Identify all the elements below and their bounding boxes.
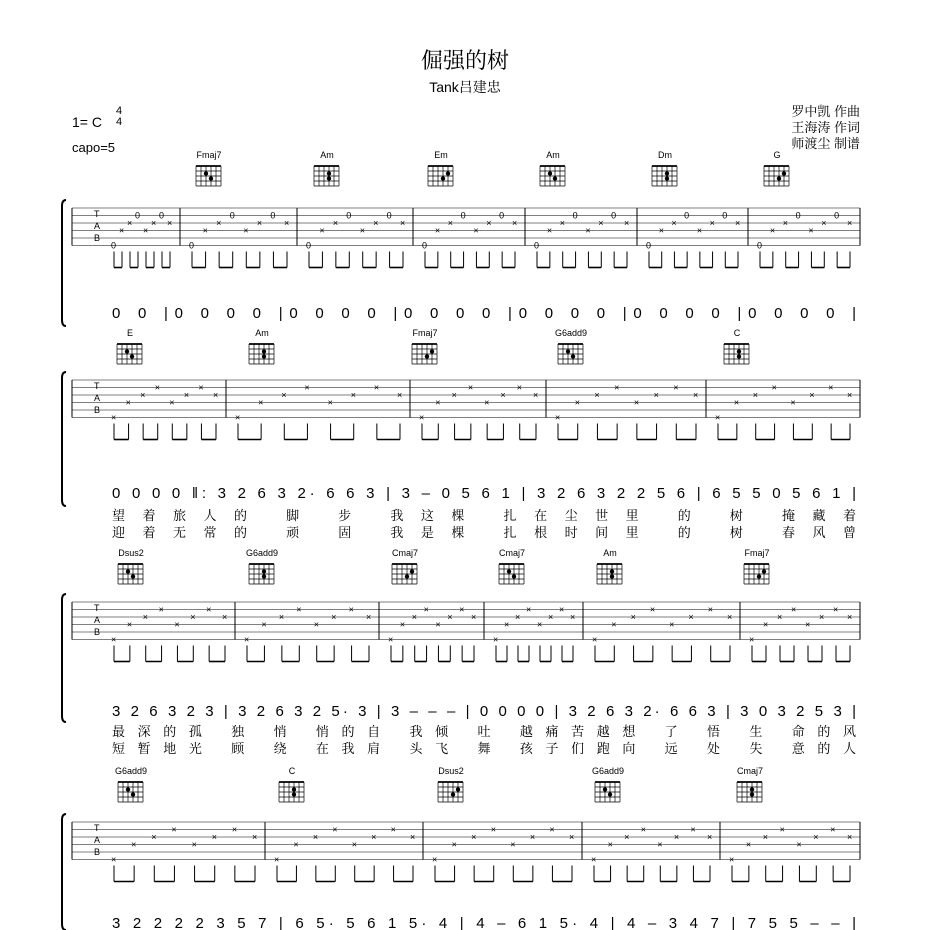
tab-note: ×: [548, 612, 554, 622]
tab-clef-letter: T: [94, 381, 100, 391]
capo-label: capo=5: [72, 140, 116, 155]
tab-note: 0: [159, 210, 165, 221]
tab-note: ×: [729, 854, 735, 865]
tab-note: ×: [423, 604, 429, 615]
tab-note: 0: [111, 240, 117, 251]
tab-note: ×: [410, 832, 416, 842]
chord-finger-dot: [451, 792, 455, 796]
tab-note: ×: [252, 832, 258, 842]
tab-note: ×: [459, 604, 465, 615]
chord-name: Dm: [658, 150, 672, 160]
tab-note: ×: [119, 225, 125, 236]
credit-composer: 罗中凯 作曲: [791, 104, 860, 119]
tab-note: ×: [653, 390, 659, 400]
tab-note: ×: [709, 218, 715, 228]
tab-note: ×: [304, 382, 310, 393]
tab-note: ×: [371, 832, 377, 842]
chord-finger-dot: [292, 792, 296, 796]
chord-finger-dot: [204, 171, 208, 175]
tab-note: ×: [158, 604, 164, 615]
tab-note: ×: [752, 390, 758, 400]
tab-note: 0: [306, 240, 312, 251]
tab-note: ×: [256, 218, 263, 228]
tab-note: ×: [281, 390, 287, 400]
tab-note: ×: [727, 612, 733, 622]
tab-note: ×: [813, 832, 819, 842]
tab-note: ×: [669, 619, 675, 630]
system-brace: [62, 814, 66, 930]
chord-finger-dot: [430, 349, 434, 353]
tab-note: ×: [533, 390, 539, 400]
chord-finger-dot: [262, 349, 266, 353]
tab-note: ×: [167, 218, 173, 228]
tab-note: ×: [111, 412, 117, 423]
tab-note: ×: [332, 824, 338, 835]
chord-name: G6add9: [114, 766, 148, 776]
chord-finger-dot: [608, 792, 612, 796]
chord-finger-dot: [610, 574, 614, 578]
tab-note: 0: [572, 210, 578, 221]
tab-note: ×: [598, 218, 604, 228]
tab-note: ×: [559, 218, 565, 228]
chord-finger-dot: [262, 574, 266, 578]
system-brace: [62, 594, 66, 722]
tab-note: ×: [435, 397, 441, 408]
chord-name: Am: [320, 150, 334, 160]
tab-clef-letter: B: [94, 627, 101, 637]
tab-clef-letter: A: [94, 835, 101, 845]
tab-note: ×: [821, 218, 827, 228]
tab-note: ×: [591, 854, 597, 865]
tab-note: ×: [847, 832, 853, 842]
jianpu-line: 0 0 |0 0 0 0 |0 0 0 0 |0 0 0 0 |0 0 0 0 |0 0 0 0 |0 0 0 0 |: [112, 305, 857, 322]
chord-finger-dot: [456, 787, 460, 791]
tab-note: 0: [346, 210, 352, 221]
chord-finger-dot: [126, 787, 130, 791]
tab-note: ×: [213, 390, 219, 400]
chord-name: Fmaj7: [196, 150, 222, 160]
chord-finger-dot: [512, 574, 516, 578]
tab-note: ×: [351, 839, 357, 850]
chord-finger-dot: [777, 176, 781, 180]
tab-note: ×: [284, 218, 290, 228]
tab-note: ×: [231, 824, 238, 835]
tab-note: ×: [512, 218, 518, 228]
tab-note: ×: [833, 604, 839, 615]
chord-name: Am: [546, 150, 560, 160]
chord-finger-dot: [441, 176, 445, 180]
tab-note: ×: [763, 619, 769, 630]
chord-name: G6add9: [245, 548, 279, 558]
tab-note: ×: [809, 390, 815, 400]
chord-finger-dot: [665, 176, 669, 180]
tab-note: ×: [435, 619, 441, 630]
tab-note: 0: [460, 210, 466, 221]
tab-note: ×: [202, 225, 208, 236]
time-signature: 4 4: [116, 105, 123, 128]
song-artist: Tank吕建忠: [429, 79, 501, 95]
lyric-line-2: 短暂地光 顾 绕 在我肩 头飞 舞 孩子们跑向 远 处 失 意的人: [112, 742, 856, 757]
lyric-line-1: 望着旅人的 脚 步 我这棵 扎在尘世里 的 树 掩藏着: [112, 509, 857, 524]
tab-note: ×: [585, 225, 591, 236]
tab-note: 0: [722, 210, 728, 221]
tab-note: ×: [777, 612, 783, 622]
tab-note: ×: [707, 604, 713, 615]
chord-name: C: [733, 328, 741, 338]
tab-note: ×: [411, 612, 417, 622]
chord-finger-dot: [446, 171, 450, 175]
tab-note: ×: [373, 218, 379, 228]
tab-note: 0: [229, 210, 235, 221]
chord-name: Em: [434, 150, 448, 160]
tab-note: ×: [611, 619, 617, 630]
tab-note: ×: [125, 397, 131, 408]
chord-finger-dot: [131, 574, 135, 578]
chord-finger-dot: [262, 354, 266, 358]
tab-note: ×: [771, 382, 777, 393]
chord-finger-dot: [610, 569, 614, 573]
jianpu-line: 0 0 0 0 ‖: 3 2 6 3 2· 6 6 3 | 3 – 0 5 6 1 | 3 2 6 3 2 2 5 6 | 6 5 5 0 5 6 1 |: [112, 485, 856, 502]
tab-note: ×: [447, 612, 453, 622]
tab-note: ×: [526, 604, 532, 615]
tab-note: ×: [451, 839, 457, 850]
chord-finger-dot: [762, 569, 766, 573]
tab-note: ×: [332, 218, 339, 228]
tab-note: ×: [206, 604, 212, 615]
tab-note: ×: [819, 612, 825, 622]
tab-note: ×: [366, 612, 372, 622]
chord-name: Dsus2: [118, 548, 144, 558]
tab-note: 0: [270, 210, 276, 221]
chord-name: Am: [255, 328, 269, 338]
chord-name: Cmaj7: [736, 766, 764, 776]
tab-clef-letter: B: [94, 405, 101, 415]
tab-note: ×: [373, 382, 380, 393]
tab-note: ×: [607, 839, 613, 850]
chord-finger-dot: [782, 171, 786, 175]
tab-note: ×: [649, 604, 656, 615]
tab-note: ×: [151, 218, 157, 228]
chord-name: G6add9: [554, 328, 588, 338]
chord-finger-dot: [126, 569, 130, 573]
tab-note: ×: [546, 225, 553, 236]
tab-note: ×: [614, 382, 620, 393]
chord-finger-dot: [507, 569, 511, 573]
tab-note: ×: [658, 225, 664, 236]
tab-clef-letter: B: [94, 233, 101, 243]
tab-note: ×: [769, 225, 776, 236]
chord-finger-dot: [405, 574, 409, 578]
system-brace: [62, 200, 66, 326]
tab-note: ×: [549, 824, 555, 835]
tab-note: ×: [594, 390, 600, 400]
tab-note: 0: [646, 240, 652, 251]
tab-note: ×: [399, 619, 406, 630]
chord-finger-dot: [262, 569, 266, 573]
tab-note: ×: [400, 218, 406, 228]
tab-note: ×: [131, 839, 137, 850]
tab-note: ×: [735, 218, 741, 228]
tab-note: ×: [779, 824, 785, 835]
tab-note: ×: [762, 832, 768, 842]
tab-note: ×: [569, 832, 575, 842]
tab-note: ×: [169, 397, 175, 408]
tab-note: ×: [624, 218, 630, 228]
tab-note: ×: [847, 390, 853, 400]
song-title: 倔强的树: [420, 48, 509, 73]
tab-note: ×: [510, 839, 516, 850]
tab-note: 0: [684, 210, 690, 221]
tab-note: ×: [745, 839, 752, 850]
tab-note: ×: [235, 412, 241, 423]
tab-note: ×: [808, 225, 814, 236]
chord-name: Fmaj7: [744, 548, 770, 558]
tab-note: ×: [359, 225, 365, 236]
chord-finger-dot: [737, 349, 741, 353]
tab-clef-letter: T: [94, 823, 100, 833]
tab-note: ×: [574, 397, 580, 408]
tab-note: ×: [484, 397, 490, 408]
tab-note: ×: [313, 619, 319, 630]
tab-note: ×: [154, 382, 160, 393]
tab-note: ×: [790, 397, 796, 408]
tab-note: ×: [570, 612, 576, 622]
tab-note: ×: [296, 604, 302, 615]
tab-note: ×: [671, 218, 677, 228]
tab-note: ×: [191, 839, 197, 850]
tab-note: ×: [126, 619, 133, 630]
tab-note: ×: [348, 604, 354, 615]
tab-note: ×: [319, 225, 325, 236]
tab-note: ×: [830, 824, 836, 835]
tab-note: ×: [142, 612, 148, 622]
tab-note: ×: [388, 634, 394, 645]
tab-note: 0: [757, 240, 763, 251]
tab-note: ×: [397, 390, 403, 400]
tab-clef-letter: T: [94, 603, 100, 613]
chord-finger-dot: [425, 354, 429, 358]
tab-note: ×: [657, 839, 663, 850]
tab-note: ×: [174, 619, 180, 630]
chord-finger-dot: [737, 354, 741, 358]
chord-name: G: [773, 150, 781, 160]
tab-note: ×: [486, 218, 492, 228]
lyric-line-1: 最深的孤 独 悄 悄的自 我倾 吐 越痛苦越想 了 悟 生 命的风: [112, 725, 856, 740]
tab-note: ×: [261, 619, 267, 630]
tab-note: ×: [111, 634, 117, 645]
tab-note: ×: [782, 218, 788, 228]
tab-note: 0: [795, 210, 801, 221]
tab-note: 0: [386, 210, 392, 221]
tab-note: ×: [805, 619, 811, 630]
tab-note: ×: [555, 412, 561, 423]
tab-note: ×: [274, 854, 280, 865]
tab-note: ×: [258, 397, 264, 408]
tab-note: ×: [693, 390, 699, 400]
tab-clef-letter: A: [94, 221, 101, 231]
tab-note: ×: [211, 832, 217, 842]
tab-note: ×: [715, 412, 721, 423]
tab-note: ×: [515, 612, 521, 622]
chord-finger-dot: [750, 792, 754, 796]
tab-note: ×: [592, 634, 598, 645]
tab-note: 0: [189, 240, 195, 251]
tab-note: ×: [278, 612, 285, 622]
tab-note: ×: [151, 832, 157, 842]
chord-finger-dot: [566, 349, 570, 353]
chord-finger-dot: [292, 787, 296, 791]
chord-finger-dot: [757, 574, 761, 578]
chord-name: G6add9: [591, 766, 625, 776]
tab-note: ×: [293, 839, 299, 850]
chord-finger-dot: [553, 176, 557, 180]
tab-note: ×: [198, 382, 204, 393]
chord-finger-dot: [131, 792, 135, 796]
chord-finger-dot: [410, 569, 414, 573]
tab-note: ×: [796, 839, 802, 850]
chord-finger-dot: [209, 176, 213, 180]
tab-note: ×: [791, 604, 797, 615]
chord-finger-dot: [125, 349, 129, 353]
jianpu-line: 3 2 6 3 2 3 | 3 2 6 3 2 5· 3 | 3 – – – | 0 0 0 0 | 3 2 6 3 2· 6 6 3 | 3 0 3 2 5 3 |: [112, 703, 857, 720]
tab-note: ×: [847, 612, 853, 622]
chord-name: E: [126, 328, 134, 338]
key-label: 1= C: [72, 114, 102, 130]
tab-clef-letter: A: [94, 393, 101, 403]
tab-note: ×: [243, 225, 249, 236]
tab-note: ×: [419, 412, 425, 423]
tab-note: 0: [534, 240, 540, 251]
tab-note: ×: [504, 619, 510, 630]
tab-note: ×: [473, 225, 479, 236]
tab-note: ×: [516, 382, 522, 393]
tab-note: ×: [467, 382, 474, 393]
tab-note: 0: [422, 240, 428, 251]
chord-finger-dot: [327, 176, 331, 180]
tab-note: ×: [143, 225, 149, 236]
chord-name: Am: [603, 548, 617, 558]
tab-note: ×: [490, 824, 496, 835]
tab-clef-letter: T: [94, 209, 100, 219]
chord-finger-dot: [571, 354, 575, 358]
jianpu-line: 3 2 2 2 2 3 5 7 | 6 5· 5 6 1 5· 4 | 4 – 6 1 5· 4 | 4 – 3 4 7 | 7 5 5 – – |: [112, 915, 856, 930]
tab-note: ×: [624, 832, 630, 842]
tab-note: ×: [471, 612, 477, 622]
tab-note: ×: [493, 634, 499, 645]
chord-finger-dot: [327, 171, 331, 175]
chord-name: Dsus2: [438, 766, 464, 776]
tab-note: ×: [673, 832, 680, 842]
tab-note: ×: [633, 397, 640, 408]
tab-note: ×: [471, 832, 477, 842]
lyric-line-2: 迎着无常的 顽 固 我是棵 扎根时间里 的 树 春风曾: [112, 526, 857, 541]
tab-note: ×: [350, 390, 356, 400]
credit-lyricist: 王海涛 作词: [791, 120, 860, 135]
tab-note: ×: [127, 218, 133, 228]
credit-transcriber: 师渡尘 制谱: [791, 136, 860, 151]
tab-note: ×: [140, 390, 146, 400]
tab-note: ×: [630, 612, 636, 622]
tab-note: ×: [327, 397, 333, 408]
tab-note: ×: [451, 390, 457, 400]
chord-finger-dot: [750, 787, 754, 791]
tab-note: ×: [500, 390, 506, 400]
tab-note: ×: [312, 832, 319, 842]
tab-note: ×: [244, 634, 250, 645]
tab-note: ×: [434, 225, 441, 236]
tab-note: ×: [749, 634, 755, 645]
chord-name: Cmaj7: [498, 548, 526, 558]
tab-note: ×: [190, 612, 196, 622]
tab-note: ×: [690, 824, 696, 835]
tab-note: ×: [447, 218, 453, 228]
chord-finger-dot: [548, 171, 552, 175]
tab-note: ×: [559, 604, 565, 615]
tab-note: ×: [707, 832, 713, 842]
tab-note: ×: [828, 382, 834, 393]
tab-note: ×: [390, 824, 396, 835]
chord-finger-dot: [130, 354, 134, 358]
tab-clef-letter: B: [94, 847, 101, 857]
tab-note: 0: [499, 210, 505, 221]
chord-name: Fmaj7: [412, 328, 438, 338]
chord-name: Cmaj7: [391, 548, 419, 558]
chord-finger-dot: [665, 171, 669, 175]
tab-clef-letter: A: [94, 615, 101, 625]
tab-note: ×: [222, 612, 228, 622]
tab-note: 0: [135, 210, 141, 221]
tab-note: ×: [640, 824, 646, 835]
tab-note: ×: [537, 619, 543, 630]
system-brace: [62, 372, 66, 506]
tab-note: ×: [673, 382, 679, 393]
tab-note: ×: [529, 832, 536, 842]
chord-finger-dot: [603, 787, 607, 791]
tab-note: 0: [611, 210, 617, 221]
tab-note: ×: [847, 218, 853, 228]
tab-note: ×: [111, 854, 117, 865]
chord-name: C: [288, 766, 296, 776]
tab-note: ×: [432, 854, 438, 865]
tab-note: ×: [216, 218, 222, 228]
tab-note: ×: [733, 397, 740, 408]
tab-note: ×: [688, 612, 694, 622]
tab-note: ×: [331, 612, 337, 622]
tab-note: ×: [183, 390, 190, 400]
tab-note: 0: [834, 210, 840, 221]
tab-note: ×: [171, 824, 177, 835]
tab-note: ×: [696, 225, 703, 236]
